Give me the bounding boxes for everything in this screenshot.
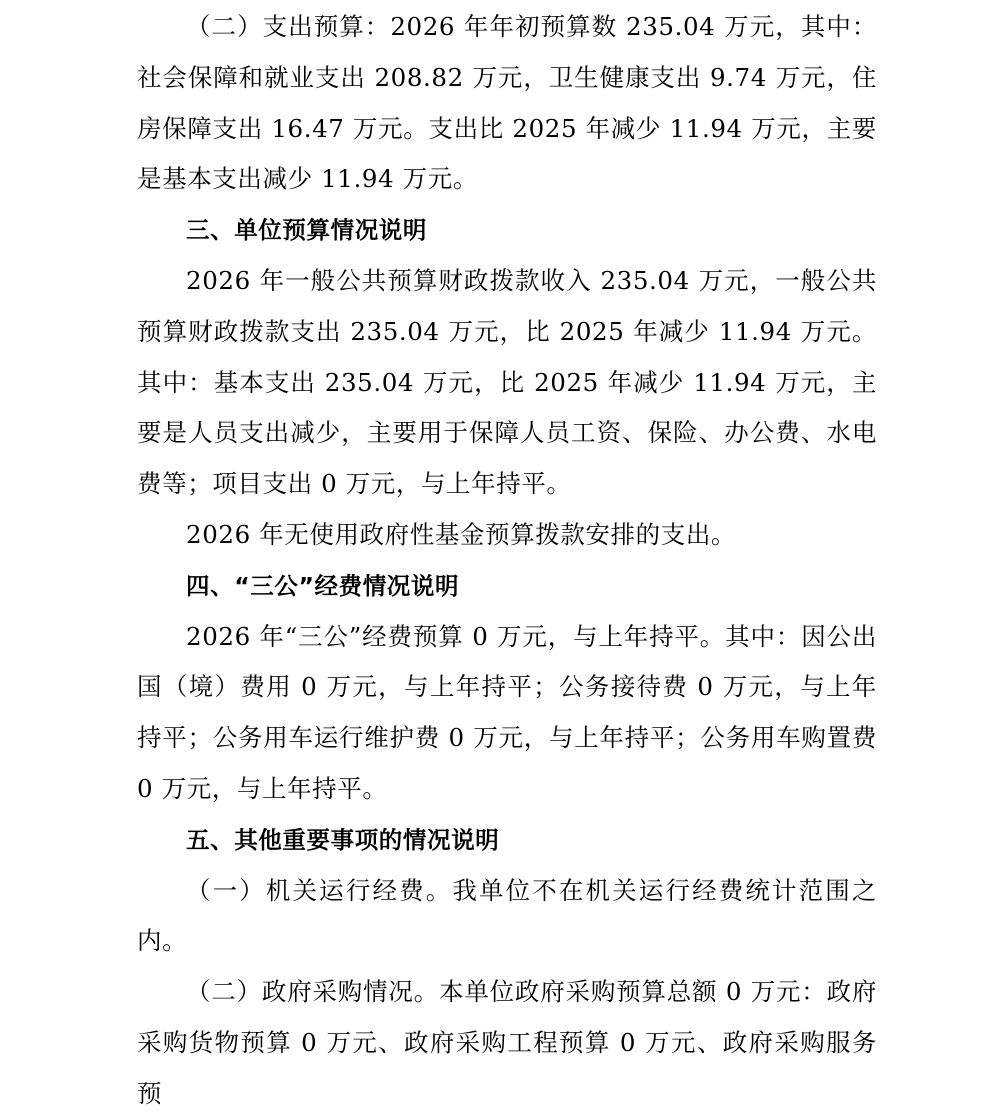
paragraph-general-public-budget: 2026 年一般公共预算财政拨款收入 235.04 万元，一般公共预算财政拨款支出 235.04 万元，比 2025 年减少 11.94 万元。其中：基本支出 235.04 万元，比 2025 年减少 11.94 万元，主要是人员支出减少，主要用于保障人员工资、保险、办公费、水电费等；项目支出 0 万元，与上年持平。 [137, 265, 877, 499]
section-heading-three-public: 四、“三公”经费情况说明 [186, 571, 460, 600]
section-heading-other-matters: 五、其他重要事项的情况说明 [186, 825, 500, 854]
paragraph-procurement: （二）政府采购情况。本单位政府采购预算总额 0 万元：政府采购货物预算 0 万元、政府采购工程预算 0 万元、政府采购服务预 [137, 977, 877, 1108]
document-page [137, 0, 877, 1120]
paragraph-government-fund: 2026 年无使用政府性基金预算拨款安排的支出。 [186, 519, 737, 549]
paragraph-expenditure-budget: （二）支出预算：2026 年年初预算数 235.04 万元，其中：社会保障和就业支出 208.82 万元，卫生健康支出 9.74 万元，住房保障支出 16.47 万元。支出比 2025 年减少 11.94 万元，主要是基本支出减少 11.94 万元。 [137, 12, 877, 194]
paragraph-three-public-expenses: 2026 年“三公”经费预算 0 万元，与上年持平。其中：因公出国（境）费用 0 万元，与上年持平；公务接待费 0 万元，与上年持平；公务用车运行维护费 0 万元，与上年持平；公务用车购置费 0 万元，与上年持平。 [137, 621, 877, 803]
section-heading-unit-budget: 三、单位预算情况说明 [186, 216, 427, 245]
paragraph-operating-expenses: （一）机关运行经费。我单位不在机关运行经费统计范围之内。 [137, 875, 877, 956]
